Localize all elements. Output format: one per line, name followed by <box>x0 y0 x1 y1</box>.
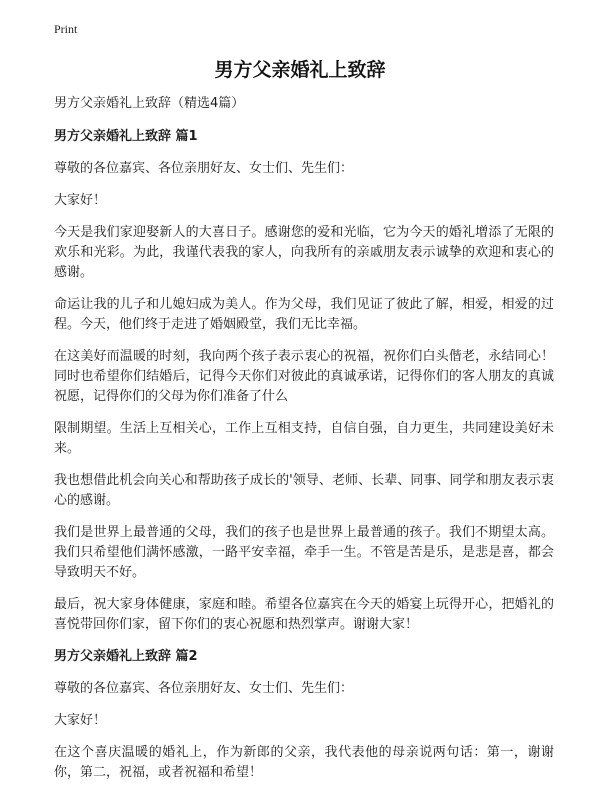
paragraph: 我们是世界上最普通的父母，我们的孩子也是世界上最普通的孩子。我们不期望太高。我们只希望他们满怀感激，一路平安幸福，牵手一生。不管是苦是乐，是悲是喜，都会导致明天不好。 <box>54 525 554 580</box>
paragraph: 命运让我的儿子和儿媳妇成为美人。作为父母，我们见证了彼此了解，相爱，相爱的过程。今天，他们终于走进了婚姻殿堂，我们无比幸福。 <box>54 297 554 332</box>
print-label: Print <box>54 22 78 36</box>
paragraph: 大家好！ <box>54 713 107 728</box>
section-2 <box>54 647 554 783</box>
section-1 <box>54 127 554 635</box>
paragraph: 限制期望。生活上互相关心，工作上互相支持，自信自强，自力更生，共同建设美好未来。 <box>54 421 554 456</box>
paragraph: 尊敬的各位嘉宾、各位亲朋好友、女士们、先生们： <box>54 681 354 696</box>
section-heading: 男方父亲婚礼上致辞 篇2 <box>54 649 198 664</box>
document-subtitle: 男方父亲婚礼上致辞（精选4篇） <box>54 96 245 111</box>
paragraph: 大家好！ <box>54 193 107 208</box>
document-body <box>54 94 554 795</box>
paragraph: 在这个喜庆温暖的婚礼上，作为新郎的父亲，我代表他的母亲说两句话：第一，谢谢你，第二，祝福，或者祝福和希望！ <box>54 745 554 780</box>
paragraph: 最后，祝大家身体健康，家庭和睦。希望各位嘉宾在今天的婚宴上玩得开心，把婚礼的喜悦带回你们家，留下你们的衷心祝愿和热烈掌声。谢谢大家！ <box>54 597 554 632</box>
section-heading: 男方父亲婚礼上致辞 篇1 <box>54 129 198 144</box>
paragraph: 尊敬的各位嘉宾、各位亲朋好友、女士们、先生们： <box>54 161 354 176</box>
paragraph: 我也想借此机会向关心和帮助孩子成长的'领导、老师、长辈、同事、同学和朋友表示衷心的感谢。 <box>54 473 554 508</box>
document-title: 男方父亲婚礼上致辞 <box>214 59 386 81</box>
paragraph: 今天是我们家迎娶新人的大喜日子。感谢您的爱和光临，它为今天的婚礼增添了无限的欢乐和光彩。为此，我谨代表我的家人，向我所有的亲戚朋友表示诚挚的欢迎和衷心的感谢。 <box>54 225 554 280</box>
paragraph: 在这美好而温暖的时刻，我向两个孩子表示衷心的祝福，祝你们白头偕老，永结同心！同时也希望你们结婚后，记得今天你们对彼此的真诚承诺，记得你们的客人朋友的真诚祝愿，记得你们的父母为你们准备了什么 <box>54 349 554 404</box>
